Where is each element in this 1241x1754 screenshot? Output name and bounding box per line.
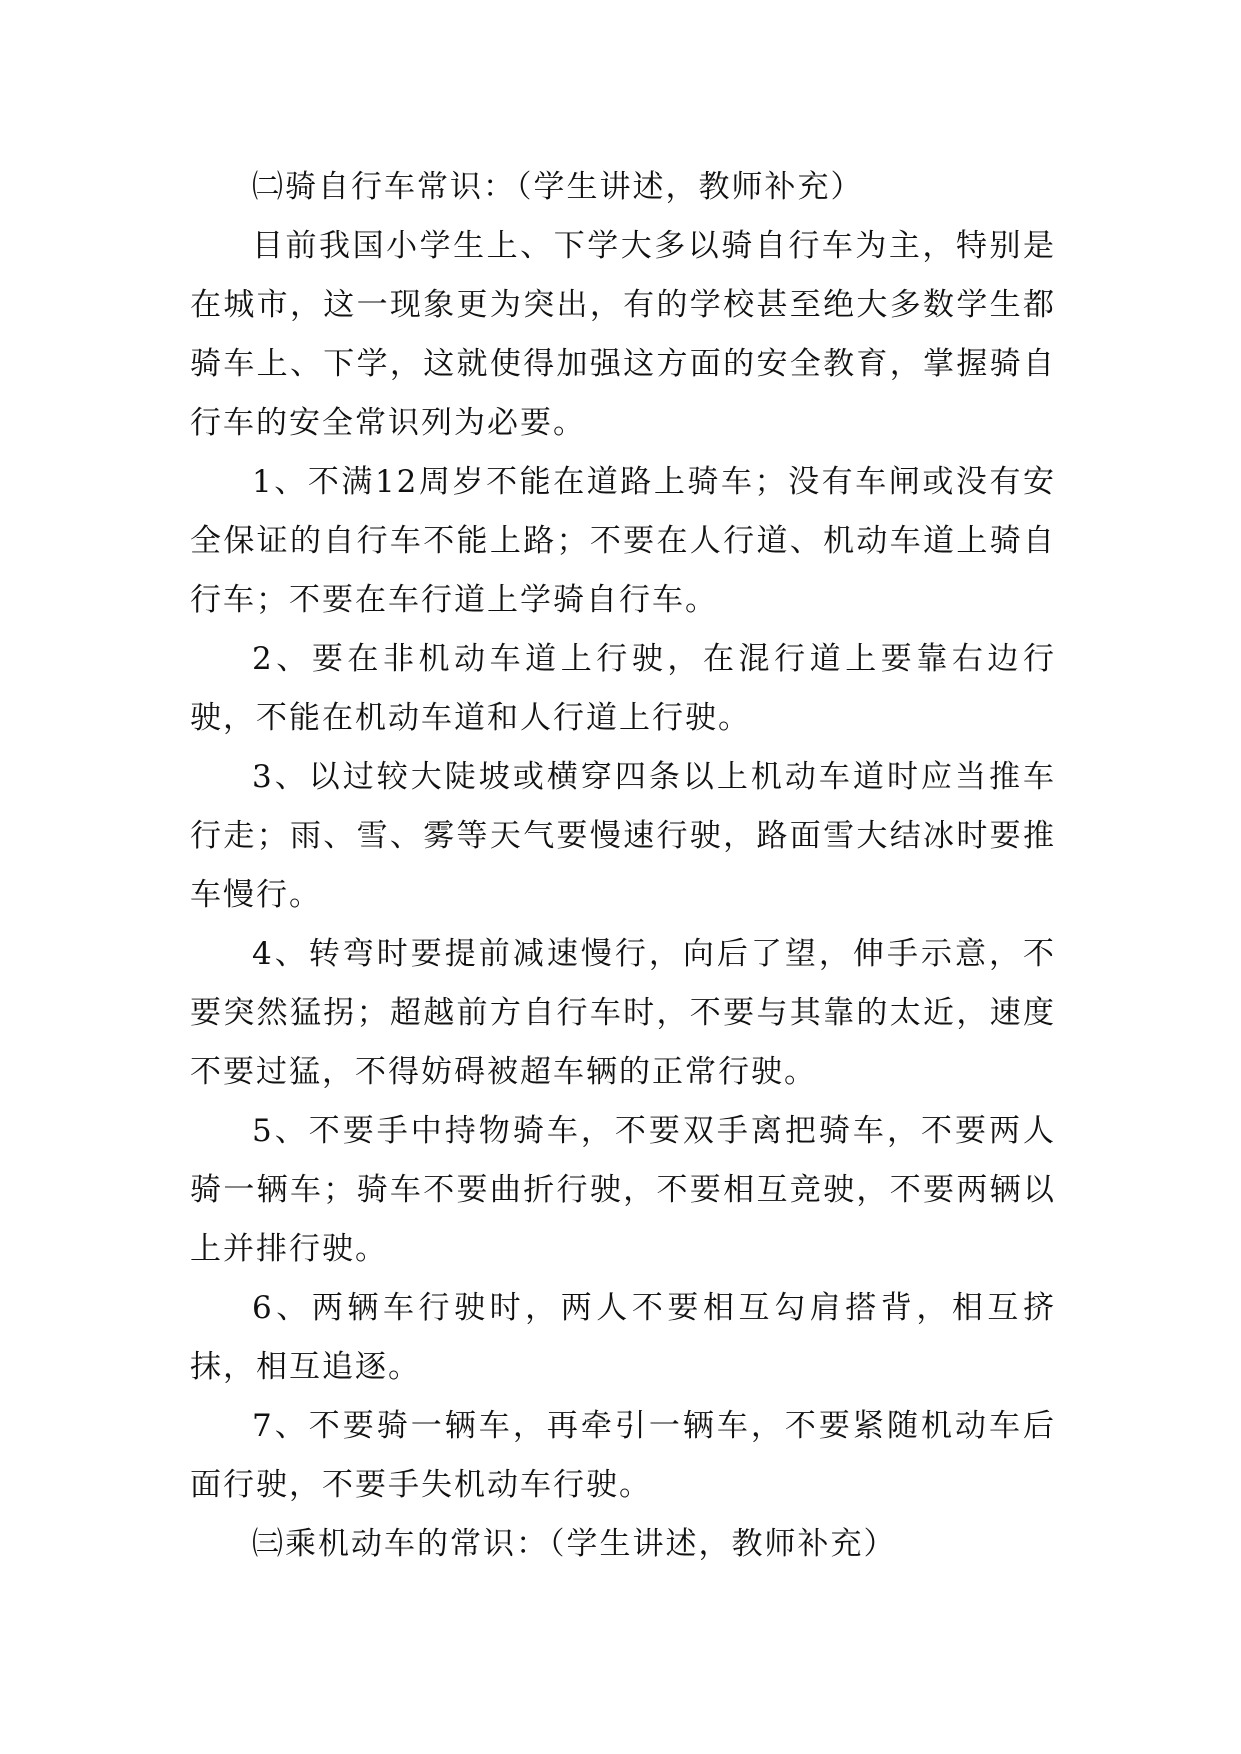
section-heading-bicycle: ㈡骑自行车常识：（学生讲述，教师补充） [252, 169, 864, 205]
document-body [190, 158, 1056, 1574]
rule-item-2: 2、要在非机动车道上行驶，在混行道上要靠右边行驶，不能在机动车道和人行道上行驶。 [190, 641, 1056, 736]
rule-item-5: 5、不要手中持物骑车，不要双手离把骑车，不要两人骑一辆车；骑车不要曲折行驶，不要相互竞驶，不要两辆以上并排行驶。 [190, 1113, 1056, 1267]
rule-item-6: 6、两辆车行驶时，两人不要相互勾肩搭背，相互挤抹，相互追逐。 [190, 1290, 1056, 1385]
paragraph-intro: 目前我国小学生上、下学大多以骑自行车为主，特别是在城市，这一现象更为突出，有的学校甚至绝大多数学生都骑车上、下学，这就使得加强这方面的安全教育，掌握骑自行车的安全常识列为必要。 [190, 228, 1056, 441]
section-heading-motor-vehicle: ㈢乘机动车的常识：（学生讲述，教师补充） [252, 1526, 897, 1562]
rule-item-1: 1、不满12周岁不能在道路上骑车；没有车闸或没有安全保证的自行车不能上路；不要在人行道、机动车道上骑自行车；不要在车行道上学骑自行车。 [190, 464, 1056, 618]
rule-item-7: 7、不要骑一辆车，再牵引一辆车，不要紧随机动车后面行驶，不要手失机动车行驶。 [190, 1408, 1056, 1503]
rule-item-3: 3、以过较大陡坡或横穿四条以上机动车道时应当推车行走；雨、雪、雾等天气要慢速行驶，路面雪大结冰时要推车慢行。 [190, 759, 1056, 913]
rule-item-4: 4、转弯时要提前减速慢行，向后了望，伸手示意，不要突然猛拐；超越前方自行车时，不要与其靠的太近，速度不要过猛，不得妨碍被超车辆的正常行驶。 [190, 936, 1056, 1090]
